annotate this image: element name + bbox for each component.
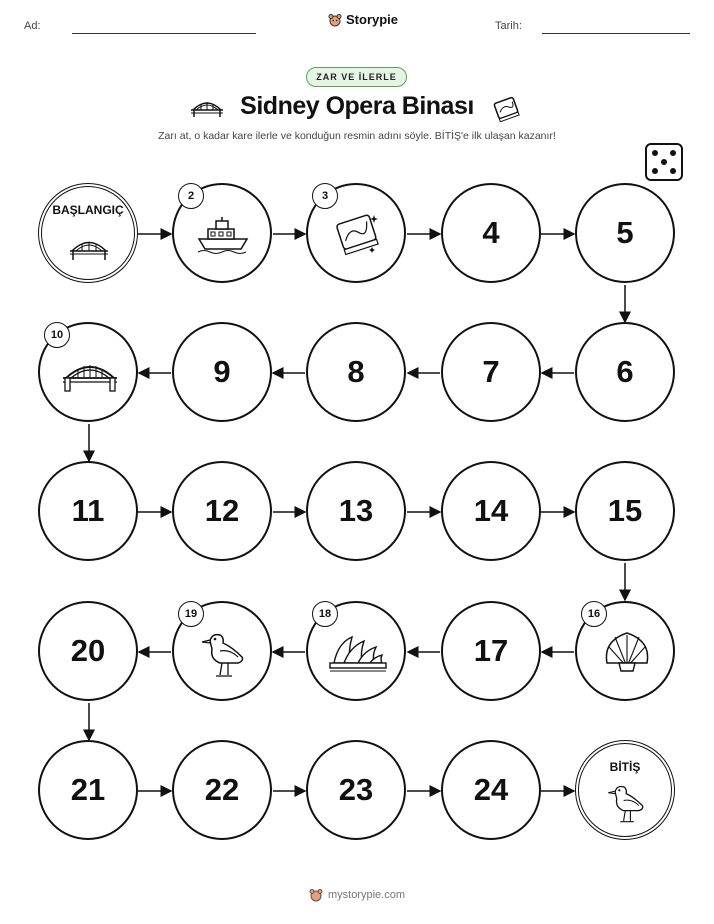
square-number: 23 (338, 772, 374, 807)
seashell-icon (601, 629, 653, 679)
square-number-badge: 16 (581, 601, 607, 627)
board-square-7[interactable] (441, 322, 541, 422)
board-square-8[interactable] (306, 322, 406, 422)
square-number: 14 (473, 493, 509, 528)
square-number: 24 (473, 772, 509, 807)
square-number: 22 (204, 772, 240, 807)
square-number-badge: 10 (44, 322, 70, 348)
square-number: 9 (213, 354, 231, 389)
square-number-badge: 18 (312, 601, 338, 627)
board-square-11[interactable] (38, 461, 138, 561)
square-number: 15 (607, 493, 643, 528)
board-square-6[interactable] (575, 322, 675, 422)
board-start[interactable] (38, 183, 138, 283)
board-square-20[interactable] (38, 601, 138, 701)
square-number: 13 (338, 493, 374, 528)
square-number: 7 (482, 354, 500, 389)
board-square-9[interactable] (172, 322, 272, 422)
board-square-3[interactable] (306, 183, 406, 283)
board-square-24[interactable] (441, 740, 541, 840)
finish-label: BİTİŞ (609, 760, 641, 774)
board-square-4[interactable] (441, 183, 541, 283)
square-number: 17 (473, 633, 509, 668)
square-number: 11 (71, 493, 105, 528)
board-square-10[interactable] (38, 322, 138, 422)
start-label: BAŞLANGIÇ (52, 203, 124, 217)
square-number: 20 (70, 633, 106, 668)
square-number: 4 (482, 215, 500, 250)
map-icon (332, 209, 382, 259)
name-label: Ad: (24, 20, 41, 32)
board-square-17[interactable] (441, 601, 541, 701)
bear-icon (309, 888, 323, 902)
brand-name: Storypie (346, 12, 399, 27)
board-square-2[interactable] (172, 183, 272, 283)
square-number: 5 (616, 215, 634, 250)
square-number: 12 (204, 493, 240, 528)
square-number-badge: 19 (178, 601, 204, 627)
seagull-icon (198, 627, 250, 681)
footer (0, 888, 714, 902)
date-label: Tarih: (495, 20, 522, 32)
board-finish[interactable] (575, 740, 675, 840)
square-number-badge: 2 (178, 183, 204, 209)
board-square-14[interactable] (441, 461, 541, 561)
square-number: 8 (347, 354, 365, 389)
board-square-5[interactable] (575, 183, 675, 283)
instructions: Zarı at, o kadar kare ilerle ve konduğun resmin adını söyle. BİTİŞ'e ilk ulaşan kazanır! (158, 130, 556, 142)
opera-house-icon (328, 633, 388, 673)
board-square-15[interactable] (575, 461, 675, 561)
square-number: 21 (70, 772, 106, 807)
board-square-13[interactable] (306, 461, 406, 561)
board-square-22[interactable] (172, 740, 272, 840)
square-number: 6 (616, 354, 634, 389)
board-square-12[interactable] (172, 461, 272, 561)
page-title: Sidney Opera Binası (240, 92, 474, 120)
harbour-bridge-icon (69, 235, 109, 261)
board-square-18[interactable] (306, 601, 406, 701)
board-square-23[interactable] (306, 740, 406, 840)
seagull-icon (603, 780, 651, 826)
square-number-badge: 3 (312, 183, 338, 209)
board-square-19[interactable] (172, 601, 272, 701)
footer-url[interactable]: mystorypie.com (327, 889, 406, 901)
board-square-21[interactable] (38, 740, 138, 840)
activity-tag: ZAR VE İLERLE (306, 67, 407, 87)
board-square-16[interactable] (575, 601, 675, 701)
ferry-boat-icon (196, 215, 250, 255)
harbour-bridge-icon (62, 358, 118, 392)
